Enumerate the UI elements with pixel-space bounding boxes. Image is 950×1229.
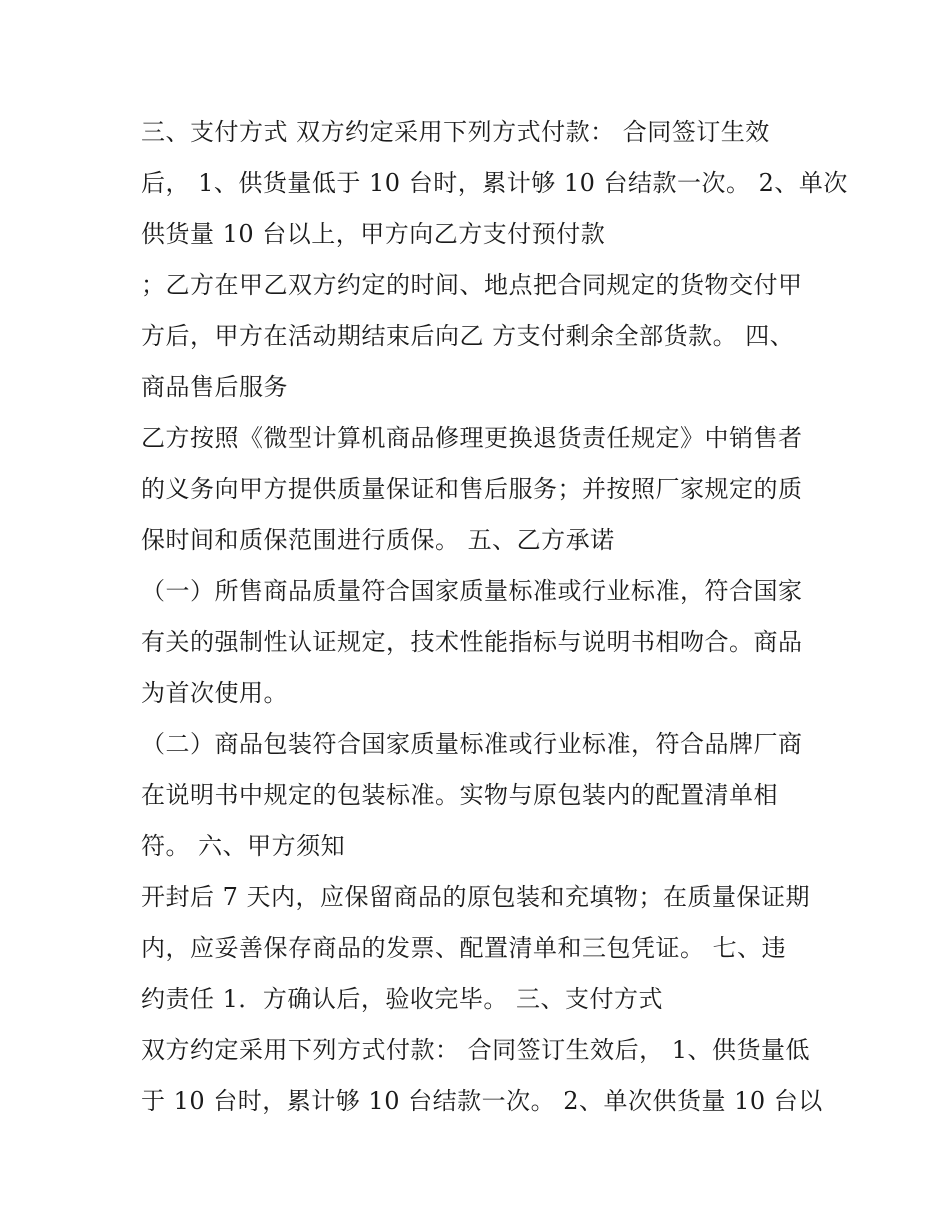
text-line-4: ；乙方在甲乙双方约定的时间、地点把合同规定的货物交付甲 (141, 271, 803, 299)
text-line-17: 内，应妥善保存商品的发票、配置清单和三包凭证。 七、违 (141, 934, 787, 962)
document-body (141, 107, 848, 1127)
text-line-8: 的义务向甲方提供质量保证和售后服务；并按照厂家规定的质 (141, 475, 803, 503)
text-line-1: 三、支付方式 双方约定采用下列方式付款： 合同签订生效 (141, 118, 770, 146)
text-line-3: 供货量 10 台以上，甲方向乙方支付预付款 (141, 220, 606, 248)
text-line-19: 双方约定采用下列方式付款： 合同签订生效后， 1、供货量低 (141, 1036, 811, 1064)
text-line-6: 商品售后服务 (141, 373, 288, 401)
text-line-9: 保时间和质保范围进行质保。 五、乙方承诺 (141, 526, 615, 554)
text-line-14: 在说明书中规定的包装标准。实物与原包装内的配置清单相 (141, 781, 778, 809)
text-line-12: 为首次使用。 (141, 679, 288, 707)
text-line-11: 有关的强制性认证规定，技术性能指标与说明书相吻合。商品 (141, 628, 803, 656)
text-line-15: 符。 六、甲方须知 (141, 832, 346, 860)
text-line-2: 后， 1、供货量低于 10 台时，累计够 10 台结款一次。 2、单次 (141, 169, 848, 197)
text-line-20: 于 10 台时，累计够 10 台结款一次。 2、单次供货量 10 台以 (141, 1087, 823, 1115)
text-line-13: （二）商品包装符合国家质量标准或行业标准，符合品牌厂商 (141, 730, 803, 758)
text-line-5: 方后，甲方在活动期结束后向乙 方支付剩余全部货款。 四、 (141, 322, 795, 350)
text-line-10: （一）所售商品质量符合国家质量标准或行业标准，符合国家 (141, 577, 803, 605)
text-line-7: 乙方按照《微型计算机商品修理更换退货责任规定》中销售者 (141, 424, 803, 452)
text-line-18: 约责任 1．方确认后，验收完毕。 三、支付方式 (141, 985, 664, 1013)
text-line-16: 开封后 7 天内，应保留商品的原包装和充填物；在质量保证期 (141, 883, 811, 911)
